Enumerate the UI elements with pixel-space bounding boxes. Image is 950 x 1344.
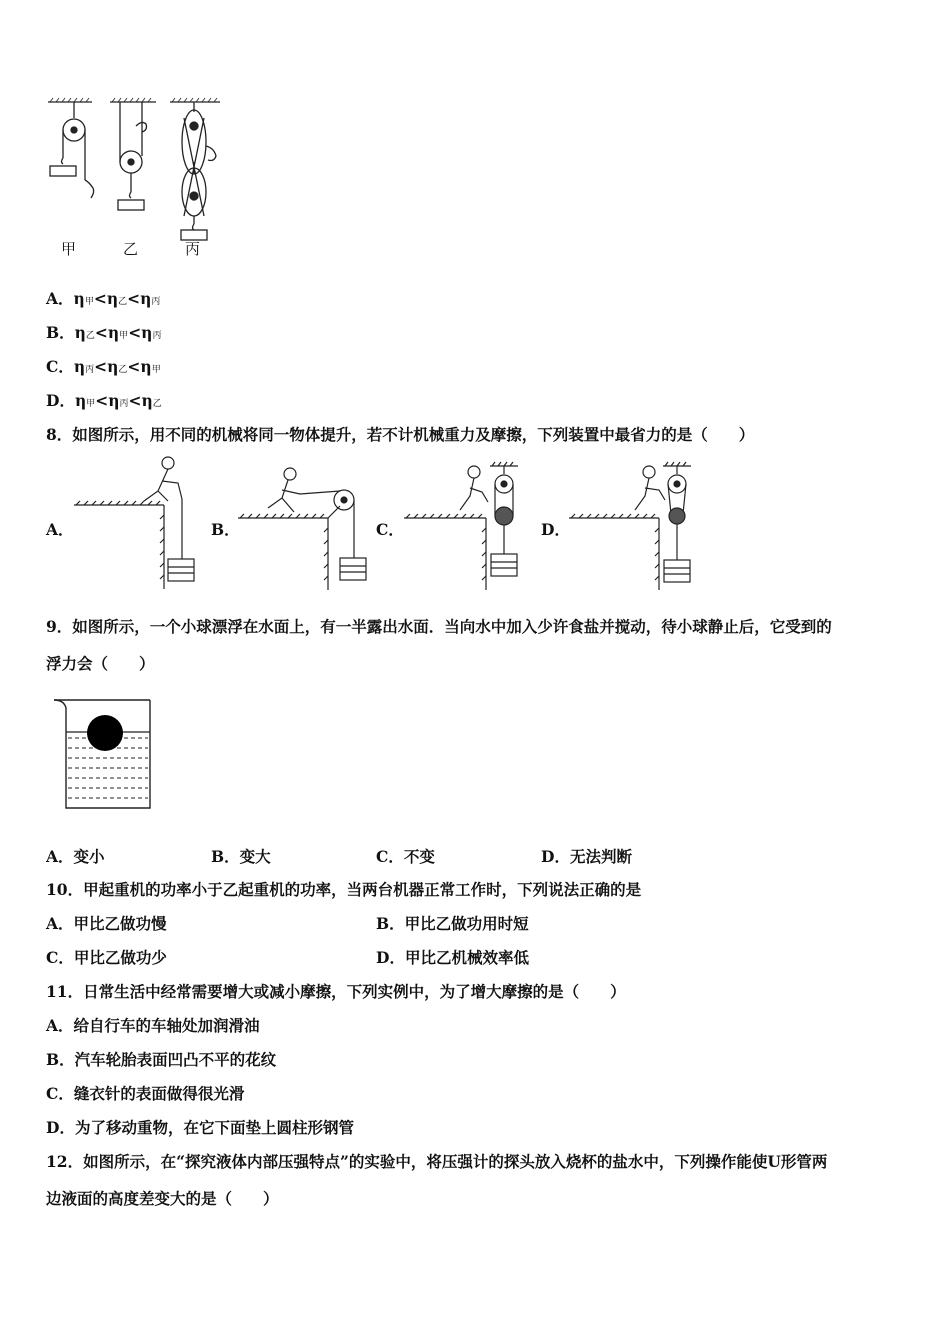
q9-option-a[interactable]: A．变小 (46, 847, 105, 866)
q8-figure-c (402, 460, 532, 595)
q8-figure-d (567, 460, 707, 595)
q9-beaker-figure (50, 696, 160, 816)
q8-stem: 8．如图所示，用不同的机械将同一物体提升，若不计机械重力及摩擦，下列装置中最省力的是（ ） (46, 425, 755, 444)
q7-option-c[interactable]: C．η丙<η乙<η甲 (46, 357, 161, 376)
q9-option-d[interactable]: D．无法判断 (541, 847, 632, 866)
q8-figure-b (236, 460, 376, 595)
q9-option-b[interactable]: B．变大 (211, 847, 271, 866)
q7-label-jia: 甲 (61, 240, 77, 258)
q7-option-a[interactable]: A．η甲<η乙<η丙 (46, 289, 161, 308)
q8-option-b[interactable]: B． (211, 520, 240, 539)
q11-option-a[interactable]: A．给自行车的车轴处加润滑油 (46, 1016, 260, 1035)
q11-option-b[interactable]: B．汽车轮胎表面凹凸不平的花纹 (46, 1050, 277, 1069)
q8-option-d[interactable]: D． (541, 520, 570, 539)
q11-stem: 11．日常生活中经常需要增大或减小摩擦，下列实例中，为了增大摩擦的是（ ） (46, 982, 626, 1001)
q9-stem-line2: 浮力会（ ） (46, 654, 155, 673)
q12-stem-line2: 边液面的高度差变大的是（ ） (46, 1189, 279, 1208)
q11-option-d[interactable]: D．为了移动重物，在它下面垫上圆柱形钢管 (46, 1118, 354, 1137)
q9-stem-line1: 9．如图所示，一个小球漂浮在水面上，有一半露出水面．当向水中加入少许食盐并搅动，待小球静止后，它受到的 (46, 617, 832, 636)
q7-label-bing: 丙 (185, 240, 201, 258)
q11-option-c[interactable]: C．缝衣针的表面做得很光滑 (46, 1084, 245, 1103)
q10-option-b[interactable]: B．甲比乙做功用时短 (376, 914, 529, 933)
q8-option-c[interactable]: C． (376, 520, 404, 539)
q10-stem: 10．甲起重机的功率小于乙起重机的功率，当两台机器正常工作时，下列说法正确的是 (46, 880, 642, 899)
q8-figure-a (72, 455, 202, 595)
q7-label-yi: 乙 (123, 240, 139, 258)
q12-stem-line1: 12．如图所示，在“探究液体内部压强特点”的实验中，将压强计的探头放入烧杯的盐水中，下列操作能使U形管两 (46, 1152, 828, 1171)
q7-option-d[interactable]: D．η甲<η丙<η乙 (46, 391, 162, 410)
q8-option-a[interactable]: A． (46, 520, 74, 539)
q10-option-a[interactable]: A．甲比乙做功慢 (46, 914, 167, 933)
q10-option-d[interactable]: D．甲比乙机械效率低 (376, 948, 529, 967)
q7-option-b[interactable]: B．η乙<η甲<η丙 (46, 323, 162, 342)
q9-option-c[interactable]: C．不变 (376, 847, 435, 866)
q10-option-c[interactable]: C．甲比乙做功少 (46, 948, 167, 967)
